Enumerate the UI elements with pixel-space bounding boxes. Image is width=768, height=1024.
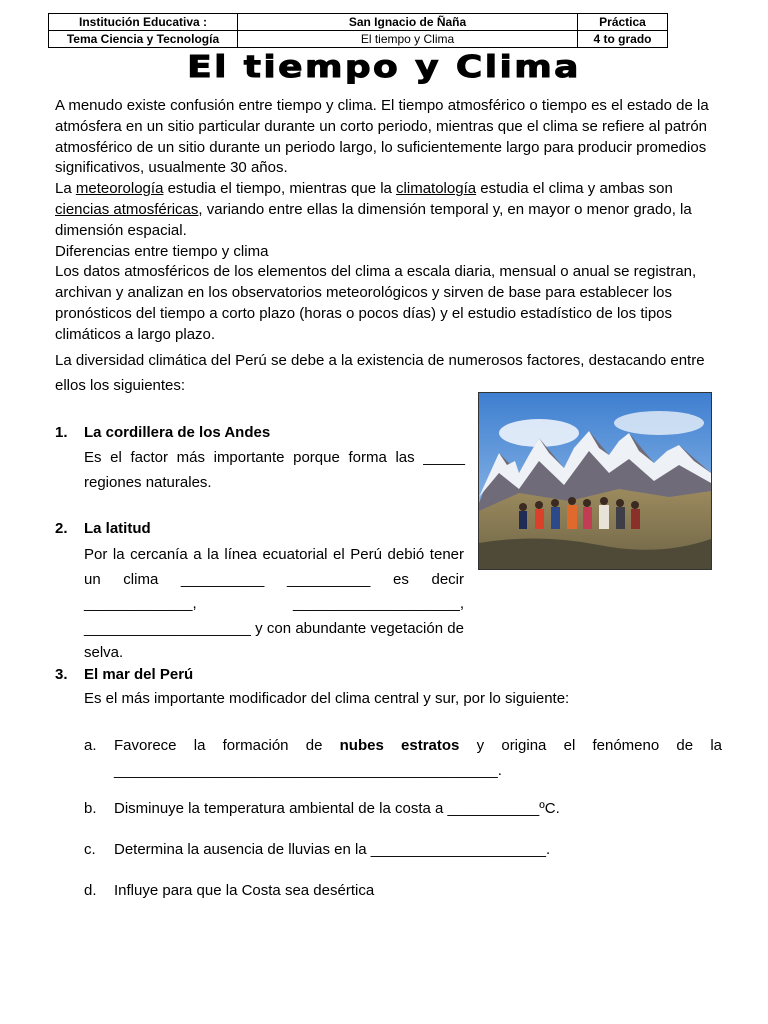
bold-term: nubes estratos xyxy=(339,737,460,754)
text-span: , variando entre ellas la dimensión temporal y, en mayor o menor grado, la dimensión espacial. xyxy=(55,200,692,239)
header-cell-institution-name: San Ignacio de Ñaña xyxy=(238,14,578,31)
text-span: estudia el clima y ambas son xyxy=(476,180,673,198)
subitem-letter: a. xyxy=(84,737,97,754)
text-span: estudia el tiempo, mientras que la xyxy=(163,180,397,198)
subitem-text-a xyxy=(114,734,722,783)
text-span: y origina el fenómeno de la ______________________________________________. xyxy=(114,737,723,779)
item-text-andes: Es el factor más importante porque forma las _____ regiones naturales. xyxy=(84,449,465,491)
subitem-letter: d. xyxy=(84,882,97,899)
header-cell-topic-name: El tiempo y Clima xyxy=(238,31,578,48)
section-heading: Diferencias entre tiempo y clima xyxy=(55,242,269,260)
subitem-text-c: Determina la ausencia de lluvias en la _____________________. xyxy=(114,841,551,858)
header-row xyxy=(49,14,668,31)
header-cell-type: Práctica xyxy=(578,14,668,31)
intro-paragraph: Los datos atmosféricos de los elementos del clima a escala diaria, mensual o anual se registran, archivan y analizan en los observatorios meteorológicos y sirven de base para establecer los pronósticos del tiempo a corto plazo (horas o pocos días) y el estudio estadístico de los tipos climáticos a largo plazo. xyxy=(55,263,697,343)
intro-paragraph: A menudo existe confusión entre tiempo y clima. El tiempo atmosférico o tiempo es el estado de la atmósfera en un sitio particular durante un corto periodo, mientras que el clima se refiere al patrón atmosférico de un sitio durante un periodo largo, lo suficientemente largo para producir promedios significativos, usualmente 30 años. xyxy=(55,97,709,177)
subitem-text-b: Disminuye la temperatura ambiental de la costa a ___________ºC. xyxy=(114,800,560,817)
subitem-text-d: Influye para que la Costa sea desértica xyxy=(114,882,375,899)
header-cell-institution-label: Institución Educativa : xyxy=(49,14,238,31)
header-cell-grade: 4 to grado xyxy=(578,31,668,48)
diversity-paragraph: La diversidad climática del Perú se debe a la existencia de numerosos factores, destacando entre ellos los siguientes: xyxy=(55,352,705,394)
item-title-mar: El mar del Perú xyxy=(84,666,194,683)
item-intro-mar: Es el más importante modificador del clima central y sur, por lo siguiente: xyxy=(84,690,570,707)
link-meteorologia[interactable]: meteorología xyxy=(75,180,164,198)
item-title-latitud: La latitud xyxy=(84,520,151,537)
header-cell-topic-label: Tema Ciencia y Tecnología xyxy=(49,31,238,48)
subitem-letter: c. xyxy=(84,841,96,858)
subitem-letter: b. xyxy=(84,800,97,817)
item-title-andes: La cordillera de los Andes xyxy=(84,424,271,441)
page-title: El tiempo y Clima xyxy=(187,50,581,85)
item-number: 1. xyxy=(55,424,68,441)
text-span: La xyxy=(55,180,76,198)
text-span: Favorece la formación de xyxy=(114,737,340,754)
item-number: 2. xyxy=(55,520,68,537)
header-row xyxy=(49,31,668,48)
intro-section xyxy=(55,96,725,346)
link-ciencias-atmosfericas[interactable]: ciencias atmosféricas xyxy=(55,200,199,218)
intro-paragraph-links xyxy=(55,179,725,241)
mountain-hikers-image xyxy=(479,393,711,569)
link-climatologia[interactable]: climatología xyxy=(396,180,477,198)
header-table xyxy=(48,13,668,48)
item-number: 3. xyxy=(55,666,68,683)
andes-photo xyxy=(478,392,712,570)
item-text-latitud: Por la cercanía a la línea ecuatorial el Perú debió tener un clima __________ __________ es decir _____________, ____________________, ____________________ y con abundante vegetación de selva. xyxy=(84,546,464,661)
